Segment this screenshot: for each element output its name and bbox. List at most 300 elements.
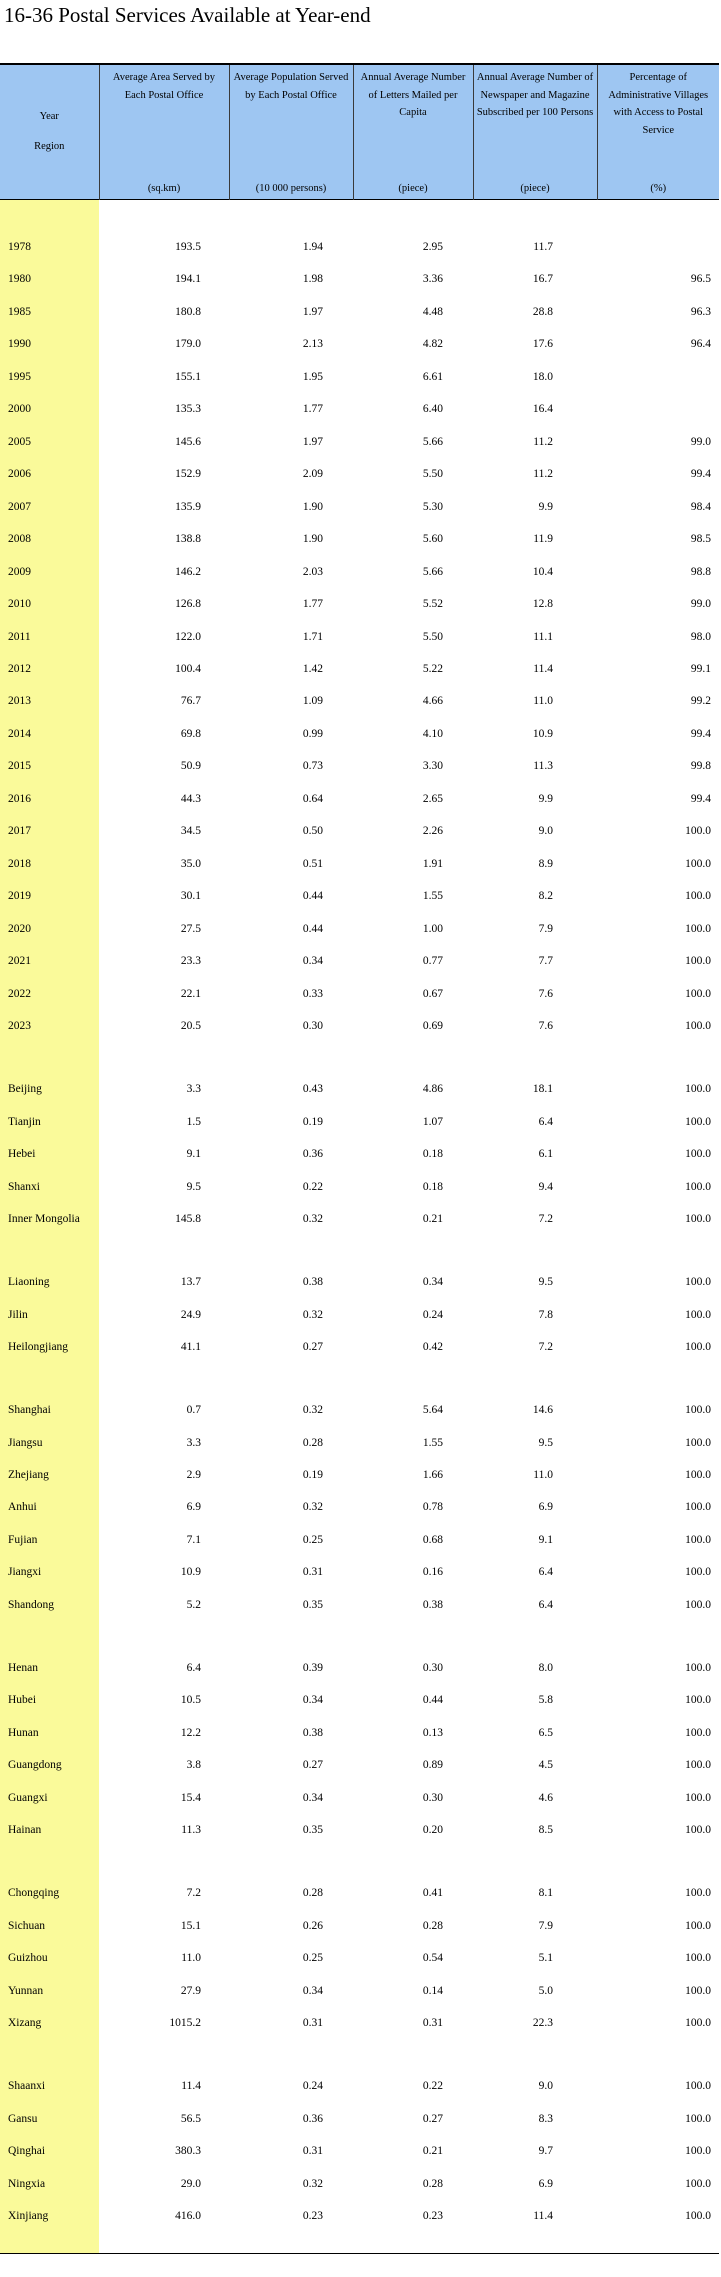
spacer-cell <box>353 200 473 231</box>
table-cell: 0.44 <box>302 890 323 903</box>
table-row <box>0 685 719 717</box>
table-cell: 29.0 <box>180 2177 201 2190</box>
table-cell: 0.30 <box>422 1791 443 1804</box>
table-cell: 0.27 <box>422 2112 443 2125</box>
table-cell: 145.8 <box>175 1213 201 1226</box>
table-cell: 126.8 <box>175 598 201 611</box>
table-cell: 98.4 <box>690 500 711 513</box>
table-cell: 0.35 <box>302 1824 323 1837</box>
table-row <box>0 750 719 782</box>
table-row <box>0 1877 719 1909</box>
row-label: Hubei <box>0 1684 99 1716</box>
table-cell: 0.31 <box>302 2017 323 2030</box>
table-row <box>0 490 719 522</box>
table-row <box>0 653 719 685</box>
table-cell: 98.8 <box>690 565 711 578</box>
table-cell: 100.0 <box>685 2210 711 2223</box>
table-row <box>0 425 719 457</box>
spacer-cell <box>99 200 229 231</box>
table-cell: 416.0 <box>175 2210 201 2223</box>
table-cell: 0.41 <box>422 1887 443 1900</box>
spacer-cell <box>0 1621 99 1651</box>
table-cell: 8.3 <box>538 2112 553 2125</box>
table-cell: 2.95 <box>422 240 443 253</box>
table-cell: 27.5 <box>180 922 201 935</box>
row-label: Shanghai <box>0 1394 99 1426</box>
table-cell: 0.44 <box>302 922 323 935</box>
table-cell: 6.1 <box>538 1148 553 1161</box>
table-cell: 0.51 <box>302 857 323 870</box>
spacer-row <box>0 1847 719 1877</box>
row-label: Qinghai <box>0 2135 99 2167</box>
table-cell: 11.9 <box>533 533 553 546</box>
spacer-cell <box>229 1847 353 1877</box>
table-row <box>0 523 719 555</box>
table-cell: 4.10 <box>422 727 443 740</box>
table-row <box>0 1909 719 1941</box>
table-cell: 4.48 <box>422 305 443 318</box>
row-label: Jilin <box>0 1298 99 1330</box>
column-header-label: Average Area Served by Each Postal Office <box>112 72 216 101</box>
table-cell: 12.2 <box>180 1726 201 1739</box>
table-cell: 100.0 <box>685 825 711 838</box>
table-cell: 11.0 <box>533 695 553 708</box>
column-header-villages <box>597 64 719 200</box>
table-cell: 96.3 <box>690 305 711 318</box>
row-label: 2023 <box>0 1010 99 1042</box>
table-cell: 0.34 <box>302 1694 323 1707</box>
row-label: Guangdong <box>0 1749 99 1781</box>
table-cell: 380.3 <box>175 2145 201 2158</box>
table-cell: 18.1 <box>532 1083 553 1096</box>
table-row <box>0 1010 719 1042</box>
spacer-cell <box>353 1043 473 1073</box>
table-row <box>0 2167 719 2199</box>
header-row <box>0 64 719 200</box>
table-cell: 20.5 <box>180 1020 201 1033</box>
table-cell: 9.9 <box>538 792 553 805</box>
table-cell: 0.30 <box>302 1020 323 1033</box>
table-cell: 8.5 <box>538 1824 553 1837</box>
table-cell: 0.35 <box>302 1598 323 1611</box>
column-header-label: Percentage of Administrative Villages with Access to Postal Service <box>608 72 709 136</box>
table-cell: 7.6 <box>538 1020 553 1033</box>
spacer-cell <box>99 2039 229 2069</box>
spacer-cell <box>99 1847 229 1877</box>
spacer-cell <box>597 1847 719 1877</box>
table-cell: 5.66 <box>422 435 443 448</box>
table-cell: 99.8 <box>690 760 711 773</box>
row-label-header <box>0 64 99 200</box>
table-row <box>0 815 719 847</box>
row-label: 2006 <box>0 458 99 490</box>
table-row <box>0 1942 719 1974</box>
table-row <box>0 1459 719 1491</box>
row-label: Guizhou <box>0 1942 99 1974</box>
table-cell: 100.0 <box>685 857 711 870</box>
spacer-cell <box>473 2039 597 2069</box>
table-cell: 99.4 <box>690 727 711 740</box>
table-cell: 69.8 <box>180 727 201 740</box>
table-cell: 0.20 <box>422 1824 443 1837</box>
spacer-cell <box>0 1847 99 1877</box>
table-cell: 8.1 <box>538 1887 553 1900</box>
table-cell: 7.2 <box>538 1341 553 1354</box>
table-cell: 99.4 <box>690 792 711 805</box>
table-cell: 9.0 <box>538 825 553 838</box>
table-cell: 9.1 <box>186 1148 201 1161</box>
table-cell: 24.9 <box>180 1308 201 1321</box>
table-row <box>0 2007 719 2039</box>
table-cell: 50.9 <box>180 760 201 773</box>
spacer-cell <box>229 2039 353 2069</box>
table-cell: 0.25 <box>302 1533 323 1546</box>
postal-services-table <box>0 63 719 2253</box>
table-row <box>0 1556 719 1588</box>
spacer-cell <box>353 1235 473 1265</box>
table-cell: 1.91 <box>422 857 443 870</box>
table-cell: 100.0 <box>685 922 711 935</box>
table-cell: 0.28 <box>422 2177 443 2190</box>
table-cell: 193.5 <box>175 240 201 253</box>
table-cell: 5.0 <box>538 1984 553 1997</box>
row-label: 2018 <box>0 848 99 880</box>
table-cell: 5.2 <box>186 1598 201 1611</box>
table-cell: 12.8 <box>532 598 553 611</box>
row-label: Hebei <box>0 1138 99 1170</box>
table-cell: 0.32 <box>302 1404 323 1417</box>
table-cell: 152.9 <box>175 468 201 481</box>
table-cell: 1.90 <box>302 500 323 513</box>
table-cell: 100.0 <box>685 1501 711 1514</box>
table-cell: 1.55 <box>422 1436 443 1449</box>
column-header-label: Average Population Served by Each Postal Office <box>233 72 349 101</box>
row-label: 2014 <box>0 718 99 750</box>
table-cell: 11.4 <box>181 2080 201 2093</box>
table-cell: 7.9 <box>538 1919 553 1932</box>
spacer-cell <box>99 1621 229 1651</box>
row-label: Liaoning <box>0 1266 99 1298</box>
spacer-cell <box>229 1043 353 1073</box>
column-header-letters <box>353 64 473 200</box>
table-cell: 2.13 <box>302 338 323 351</box>
table-row <box>0 1974 719 2006</box>
table-cell: 4.5 <box>538 1759 553 1772</box>
table-cell: 100.0 <box>685 1984 711 1997</box>
table-row <box>0 1684 719 1716</box>
table-cell: 100.0 <box>685 1213 711 1226</box>
table-cell: 1.5 <box>186 1115 201 1128</box>
table-cell: 0.27 <box>302 1759 323 1772</box>
table-cell: 9.0 <box>538 2080 553 2093</box>
row-label: 2013 <box>0 685 99 717</box>
table-cell: 0.38 <box>422 1598 443 1611</box>
row-label: 1980 <box>0 263 99 295</box>
table-cell: 100.0 <box>685 1341 711 1354</box>
table-row <box>0 913 719 945</box>
row-label: 2019 <box>0 880 99 912</box>
table-cell: 0.68 <box>422 1533 443 1546</box>
table-cell: 2.65 <box>422 792 443 805</box>
table-cell: 11.3 <box>533 760 553 773</box>
spacer-cell <box>99 1043 229 1073</box>
table-cell: 100.0 <box>685 1083 711 1096</box>
table-cell: 100.4 <box>175 662 201 675</box>
table-cell: 10.9 <box>180 1566 201 1579</box>
spacer-cell <box>597 200 719 231</box>
table-row <box>0 1138 719 1170</box>
table-cell: 5.8 <box>538 1694 553 1707</box>
table-cell: 44.3 <box>180 792 201 805</box>
table-cell: 100.0 <box>685 1148 711 1161</box>
row-label: 2021 <box>0 945 99 977</box>
table-cell: 3.8 <box>186 1759 201 1772</box>
table-cell: 0.23 <box>302 2210 323 2223</box>
table-cell: 146.2 <box>175 565 201 578</box>
table-cell: 23.3 <box>180 955 201 968</box>
table-cell: 0.99 <box>302 727 323 740</box>
table-cell: 1.98 <box>302 273 323 286</box>
spacer-cell <box>353 1363 473 1393</box>
table-cell: 0.36 <box>302 1148 323 1161</box>
table-row <box>0 1652 719 1684</box>
row-label: 2012 <box>0 653 99 685</box>
table-cell: 1.97 <box>302 435 323 448</box>
table-cell: 0.34 <box>302 1984 323 1997</box>
table-cell: 11.0 <box>181 1952 201 1965</box>
table-cell: 34.5 <box>180 825 201 838</box>
row-label: Shaanxi <box>0 2070 99 2102</box>
table-cell: 4.6 <box>538 1791 553 1804</box>
table-cell: 0.64 <box>302 792 323 805</box>
table-cell: 0.67 <box>422 987 443 1000</box>
table-row <box>0 783 719 815</box>
table-cell: 76.7 <box>180 695 201 708</box>
table-cell: 5.52 <box>422 598 443 611</box>
table-cell: 99.4 <box>690 468 711 481</box>
table-cell: 100.0 <box>685 1436 711 1449</box>
column-header-unit: (sq.km) <box>147 182 181 194</box>
table-cell: 99.1 <box>690 662 711 675</box>
table-cell: 10.5 <box>180 1694 201 1707</box>
table-cell: 18.0 <box>532 370 553 383</box>
table-cell: 0.19 <box>302 1115 323 1128</box>
table-row <box>0 1717 719 1749</box>
table-cell: 100.0 <box>685 1598 711 1611</box>
table-cell: 135.9 <box>175 500 201 513</box>
row-label: Hainan <box>0 1814 99 1846</box>
table-cell: 179.0 <box>175 338 201 351</box>
table-row <box>0 1394 719 1426</box>
table-row <box>0 1170 719 1202</box>
row-label: Zhejiang <box>0 1459 99 1491</box>
table-cell: 0.30 <box>422 1661 443 1674</box>
spacer-row <box>0 2039 719 2069</box>
table-cell: 9.5 <box>538 1436 553 1449</box>
table-cell: 96.5 <box>690 273 711 286</box>
spacer-row <box>0 1235 719 1265</box>
table-cell: 0.24 <box>422 1308 443 1321</box>
table-cell: 7.6 <box>538 987 553 1000</box>
table-cell: 11.2 <box>533 435 553 448</box>
column-header-area <box>99 64 229 200</box>
spacer-cell <box>0 1235 99 1265</box>
table-cell: 9.1 <box>538 1533 553 1546</box>
table-cell: 0.28 <box>302 1436 323 1449</box>
table-cell: 0.13 <box>422 1726 443 1739</box>
spacer-row <box>0 1621 719 1651</box>
table-row <box>0 2102 719 2134</box>
table-row <box>0 230 719 262</box>
table-row <box>0 458 719 490</box>
table-row <box>0 360 719 392</box>
spacer-cell <box>99 2232 229 2253</box>
table-cell: 0.32 <box>302 1501 323 1514</box>
table-row <box>0 555 719 587</box>
table-cell: 180.8 <box>175 305 201 318</box>
spacer-cell <box>229 2232 353 2253</box>
region-header-label: Region <box>34 141 65 152</box>
table-row <box>0 2135 719 2167</box>
table-cell: 30.1 <box>180 890 201 903</box>
table-cell: 7.2 <box>186 1887 201 1900</box>
table-row <box>0 880 719 912</box>
table-cell: 122.0 <box>175 630 201 643</box>
row-label: Xinjiang <box>0 2200 99 2232</box>
table-row <box>0 978 719 1010</box>
table-cell: 0.36 <box>302 2112 323 2125</box>
column-header-population <box>229 64 353 200</box>
spacer-cell <box>99 1235 229 1265</box>
table-cell: 100.0 <box>685 890 711 903</box>
spacer-row <box>0 2232 719 2253</box>
table-cell: 4.82 <box>422 338 443 351</box>
table-cell: 5.50 <box>422 630 443 643</box>
table-cell: 6.4 <box>186 1661 201 1674</box>
table-cell: 17.6 <box>532 338 553 351</box>
table-cell: 100.0 <box>685 2145 711 2158</box>
row-label: 2016 <box>0 783 99 815</box>
spacer-cell <box>597 1621 719 1651</box>
table-cell: 11.4 <box>533 2210 553 2223</box>
row-label: 2022 <box>0 978 99 1010</box>
row-label: Inner Mongolia <box>0 1203 99 1235</box>
table-row <box>0 1589 719 1621</box>
table-cell: 100.0 <box>685 2017 711 2030</box>
table-cell: 100.0 <box>685 1308 711 1321</box>
table-cell: 100.0 <box>685 1276 711 1289</box>
row-label: Gansu <box>0 2102 99 2134</box>
row-label: 2010 <box>0 588 99 620</box>
table-cell: 11.3 <box>181 1824 201 1837</box>
table-cell: 0.18 <box>422 1180 443 1193</box>
table-cell: 0.21 <box>422 1213 443 1226</box>
table-cell: 9.7 <box>538 2145 553 2158</box>
table-cell: 6.9 <box>186 1501 201 1514</box>
table-cell: 0.27 <box>302 1341 323 1354</box>
table-cell: 0.22 <box>422 2080 443 2093</box>
table-cell: 100.0 <box>685 1180 711 1193</box>
table-cell: 100.0 <box>685 2177 711 2190</box>
row-label: 2020 <box>0 913 99 945</box>
table-cell: 99.0 <box>690 435 711 448</box>
table-cell: 1.07 <box>422 1115 443 1128</box>
table-cell: 0.38 <box>302 1276 323 1289</box>
spacer-cell <box>229 1235 353 1265</box>
table-cell: 5.60 <box>422 533 443 546</box>
row-label: 2009 <box>0 555 99 587</box>
table-cell: 8.9 <box>538 857 553 870</box>
spacer-cell <box>99 1363 229 1393</box>
table-cell: 9.9 <box>538 500 553 513</box>
table-cell: 10.9 <box>532 727 553 740</box>
table-cell: 0.28 <box>422 1919 443 1932</box>
row-label: 1978 <box>0 230 99 262</box>
spacer-row <box>0 1363 719 1393</box>
row-label: Jiangxi <box>0 1556 99 1588</box>
table-row <box>0 1203 719 1235</box>
table-cell: 0.32 <box>302 1308 323 1321</box>
table-cell: 100.0 <box>685 2112 711 2125</box>
spacer-cell <box>597 2232 719 2253</box>
table-row <box>0 1749 719 1781</box>
table-cell: 100.0 <box>685 1404 711 1417</box>
row-label: Heilongjiang <box>0 1331 99 1363</box>
table-row <box>0 295 719 327</box>
table-cell: 1.95 <box>302 370 323 383</box>
table-cell: 0.16 <box>422 1566 443 1579</box>
table-row <box>0 945 719 977</box>
spacer-cell <box>0 1043 99 1073</box>
table-cell: 6.9 <box>538 2177 553 2190</box>
table-row <box>0 1426 719 1458</box>
table-cell: 0.50 <box>302 825 323 838</box>
row-label: 2005 <box>0 425 99 457</box>
table-row <box>0 1782 719 1814</box>
table-cell: 0.7 <box>186 1404 201 1417</box>
table-cell: 1.00 <box>422 922 443 935</box>
row-label: 2008 <box>0 523 99 555</box>
table-cell: 5.22 <box>422 662 443 675</box>
table-cell: 1.97 <box>302 305 323 318</box>
row-label: Fujian <box>0 1524 99 1556</box>
table-cell: 100.0 <box>685 1566 711 1579</box>
table-cell: 100.0 <box>685 1791 711 1804</box>
table-row <box>0 328 719 360</box>
table-cell: 100.0 <box>685 1533 711 1546</box>
table-cell: 28.8 <box>532 305 553 318</box>
page-title: 16-36 Postal Services Available at Year-end <box>4 3 371 27</box>
table-cell: 4.66 <box>422 695 443 708</box>
table-row <box>0 718 719 750</box>
table-cell: 11.7 <box>533 240 553 253</box>
table-cell: 0.39 <box>302 1661 323 1674</box>
row-label: Henan <box>0 1652 99 1684</box>
table-cell: 5.66 <box>422 565 443 578</box>
table-cell: 99.2 <box>690 695 711 708</box>
row-label: Chongqing <box>0 1877 99 1909</box>
row-label: Guangxi <box>0 1782 99 1814</box>
table-cell: 0.33 <box>302 987 323 1000</box>
table-cell: 100.0 <box>685 1726 711 1739</box>
table-cell: 100.0 <box>685 1661 711 1674</box>
table-cell: 0.73 <box>302 760 323 773</box>
table-cell: 98.5 <box>690 533 711 546</box>
table-cell <box>597 230 719 262</box>
table-cell: 96.4 <box>690 338 711 351</box>
table-cell: 1015.2 <box>169 2017 201 2030</box>
table-cell: 6.4 <box>538 1566 553 1579</box>
